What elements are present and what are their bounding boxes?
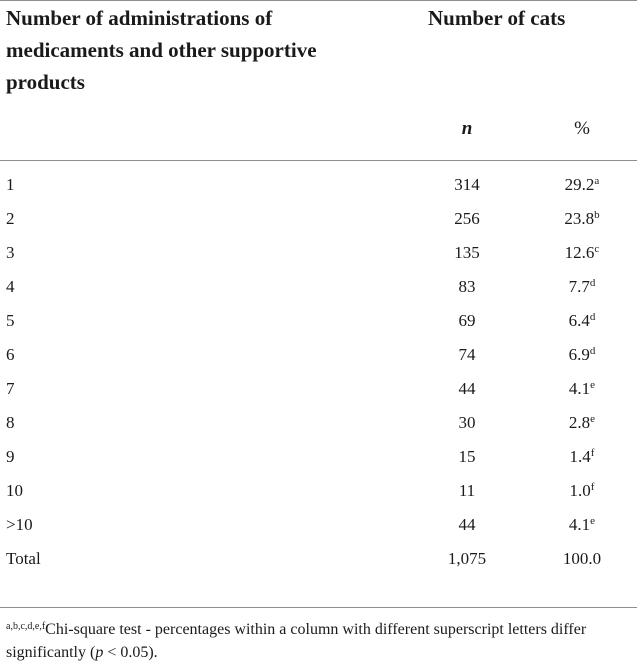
subheader-n: n — [461, 118, 473, 139]
cell-n: 1,075 — [447, 549, 487, 568]
cell-administrations: 8 — [6, 413, 15, 432]
significance-letter: d — [589, 311, 596, 323]
cell-n: 15 — [458, 447, 476, 466]
table-row — [0, 441, 637, 475]
cell-percent — [527, 243, 637, 263]
cell-administrations: 2 — [6, 209, 15, 228]
percent-value: 1.4 — [569, 447, 591, 466]
cell-percent — [527, 481, 637, 501]
cell-percent — [527, 345, 637, 365]
percent-value: 1.0 — [569, 481, 591, 500]
table-row — [0, 237, 637, 271]
cell-administrations: 10 — [6, 481, 23, 500]
percent-value: 29.2 — [564, 175, 595, 194]
percent-value: 23.8 — [564, 209, 595, 228]
footnote-superscripts: a,b,c,d,e,f — [6, 621, 46, 632]
cell-percent — [527, 379, 637, 399]
cell-percent — [527, 209, 637, 229]
cell-n: 30 — [458, 413, 476, 432]
table-row — [0, 169, 637, 203]
percent-value: 7.7 — [568, 277, 590, 296]
percent-value: 6.4 — [568, 311, 590, 330]
cell-n: 83 — [458, 277, 476, 296]
cell-percent — [527, 549, 637, 569]
significance-letter: f — [590, 481, 595, 493]
cell-percent — [527, 175, 637, 195]
table-top-rule — [0, 0, 637, 1]
footnote-text: Chi-square test - percentages within a column with different superscript letters differ significantly ( — [6, 621, 587, 661]
percent-value: 6.9 — [568, 345, 590, 364]
cell-administrations: 9 — [6, 447, 15, 466]
cell-n: 314 — [454, 175, 480, 194]
percent-value: 2.8 — [568, 413, 591, 432]
table-footnote — [6, 618, 634, 664]
cell-percent — [527, 413, 637, 433]
cell-administrations: 3 — [6, 243, 15, 262]
cell-percent — [527, 311, 637, 331]
significance-letter: f — [590, 447, 595, 459]
percent-value: 12.6 — [564, 243, 595, 262]
cell-administrations: 4 — [6, 277, 15, 296]
percent-value: 4.1 — [568, 379, 591, 398]
cell-n: 44 — [458, 515, 476, 534]
significance-letter: d — [589, 345, 596, 357]
column-header-number-of-cats: Number of cats — [428, 6, 566, 30]
significance-letter: a — [594, 175, 600, 187]
table-row — [0, 407, 637, 441]
significance-letter: e — [590, 379, 596, 391]
table-row — [0, 339, 637, 373]
significance-letter: b — [594, 209, 600, 221]
significance-letter: d — [589, 277, 596, 289]
cell-administrations: 1 — [6, 175, 15, 194]
table-row — [0, 543, 637, 577]
cell-percent — [527, 515, 637, 535]
significance-letter: c — [594, 243, 600, 255]
table-row — [0, 475, 637, 509]
footnote-text-end: < 0.05). — [103, 644, 158, 661]
column-header-administrations: Number of administrations of medicaments and other supportive products — [6, 6, 317, 94]
cell-administrations: 5 — [6, 311, 15, 330]
cell-administrations: Total — [6, 549, 41, 568]
cell-n: 256 — [454, 209, 480, 228]
cell-n: 69 — [458, 311, 476, 330]
percent-value: 100.0 — [562, 549, 602, 568]
significance-letter: e — [590, 515, 596, 527]
table-row — [0, 373, 637, 407]
cell-n: 11 — [458, 481, 476, 500]
table-row — [0, 305, 637, 339]
cell-percent — [527, 277, 637, 297]
table-bottom-rule — [0, 607, 637, 608]
significance-letter: e — [590, 413, 596, 425]
table-row — [0, 203, 637, 237]
percent-value: 4.1 — [568, 515, 591, 534]
cell-administrations: >10 — [6, 515, 33, 534]
subheader-percent: % — [574, 118, 590, 139]
table-row — [0, 271, 637, 305]
cell-n: 74 — [458, 345, 476, 364]
footnote-p-symbol: p — [95, 644, 104, 661]
table-row — [0, 509, 637, 543]
cell-administrations: 6 — [6, 345, 15, 364]
cell-n: 135 — [454, 243, 480, 262]
cell-percent — [527, 447, 637, 467]
cell-administrations: 7 — [6, 379, 15, 398]
cell-n: 44 — [458, 379, 476, 398]
header-rule — [0, 160, 637, 161]
